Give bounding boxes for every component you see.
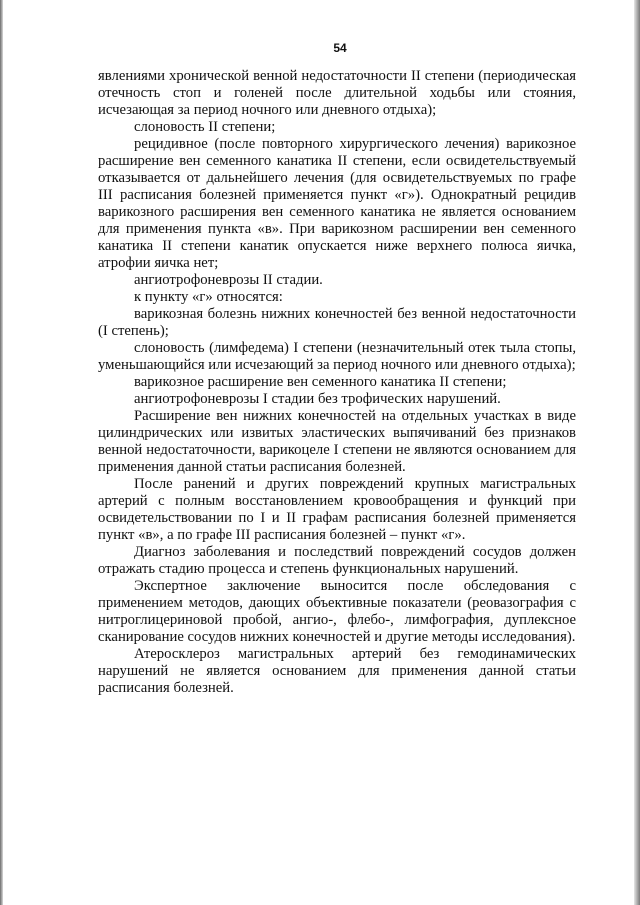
paragraph: варикозное расширение вен семенного канатика II степени; bbox=[134, 374, 507, 390]
document-body bbox=[98, 68, 576, 697]
page-edge-right bbox=[634, 0, 640, 905]
paragraph: слоновость (лимфедема) I степени (незначительный отек тыла стопы, уменьшающийся или исчезающий за период ночного или дневного отдыха); bbox=[98, 340, 576, 373]
paragraph: рецидивное (после повторного хирургического лечения) варикозное расширение вен семенного канатика II степени, если освидетельствуемый отказывается от дальнейшего лечения (для освидетельствуемых по графе III расписания болезней применяется пункт «г»). Однократный рецидив варикозного расширения вен семенного канатика не является основанием для применения пункта «в». При варикозном расширении вен семенного канатика II степени канатик опускается ниже верхнего полюса яичка, атрофии яичка нет; bbox=[98, 136, 576, 271]
paragraph: варикозная болезнь нижних конечностей без венной недостаточности (I степень); bbox=[98, 306, 576, 339]
paragraph: Диагноз заболевания и последствий повреждений сосудов должен отражать стадию процесса и степень функциональных нарушений. bbox=[98, 544, 576, 577]
paragraph: слоновость II степени; bbox=[134, 119, 276, 135]
paragraph: явлениями хронической венной недостаточности II степени (периодическая отечность стоп и голеней после длительной ходьбы или стояния, исчезающая за период ночного или дневного отдыха); bbox=[98, 68, 576, 118]
paragraph: ангиотрофоневрозы II стадии. bbox=[134, 272, 323, 288]
paragraph: После ранений и других повреждений крупных магистральных артерий с полным восстановлением кровообращения и функций при освидетельствовании по I и II графам расписания болезней применяется пункт «в», а по графе III расписания болезней – пункт «г». bbox=[98, 476, 576, 543]
paragraph: Атеросклероз магистральных артерий без гемодинамических нарушений не является основанием для применения данной статьи расписания болезней. bbox=[98, 646, 576, 696]
paragraph: ангиотрофоневрозы I стадии без трофических нарушений. bbox=[134, 391, 501, 407]
paragraph: к пункту «г» относятся: bbox=[134, 289, 283, 305]
paragraph: Расширение вен нижних конечностей на отдельных участках в виде цилиндрических или извитых эластических выпячиваний без признаков венной недостаточности, варикоцеле I степени не являются основанием для применения данной статьи расписания болезней. bbox=[98, 408, 576, 475]
page-edge-left bbox=[0, 0, 3, 905]
paragraph: Экспертное заключение выносится после обследования с применением методов, дающих объективные показатели (реовазография с нитроглицериновой пробой, ангио-, флебо-, лимфография, дуплексное сканирование сосудов нижних конечностей и другие методы исследования). bbox=[98, 578, 576, 645]
page-number: 54 bbox=[333, 41, 347, 55]
